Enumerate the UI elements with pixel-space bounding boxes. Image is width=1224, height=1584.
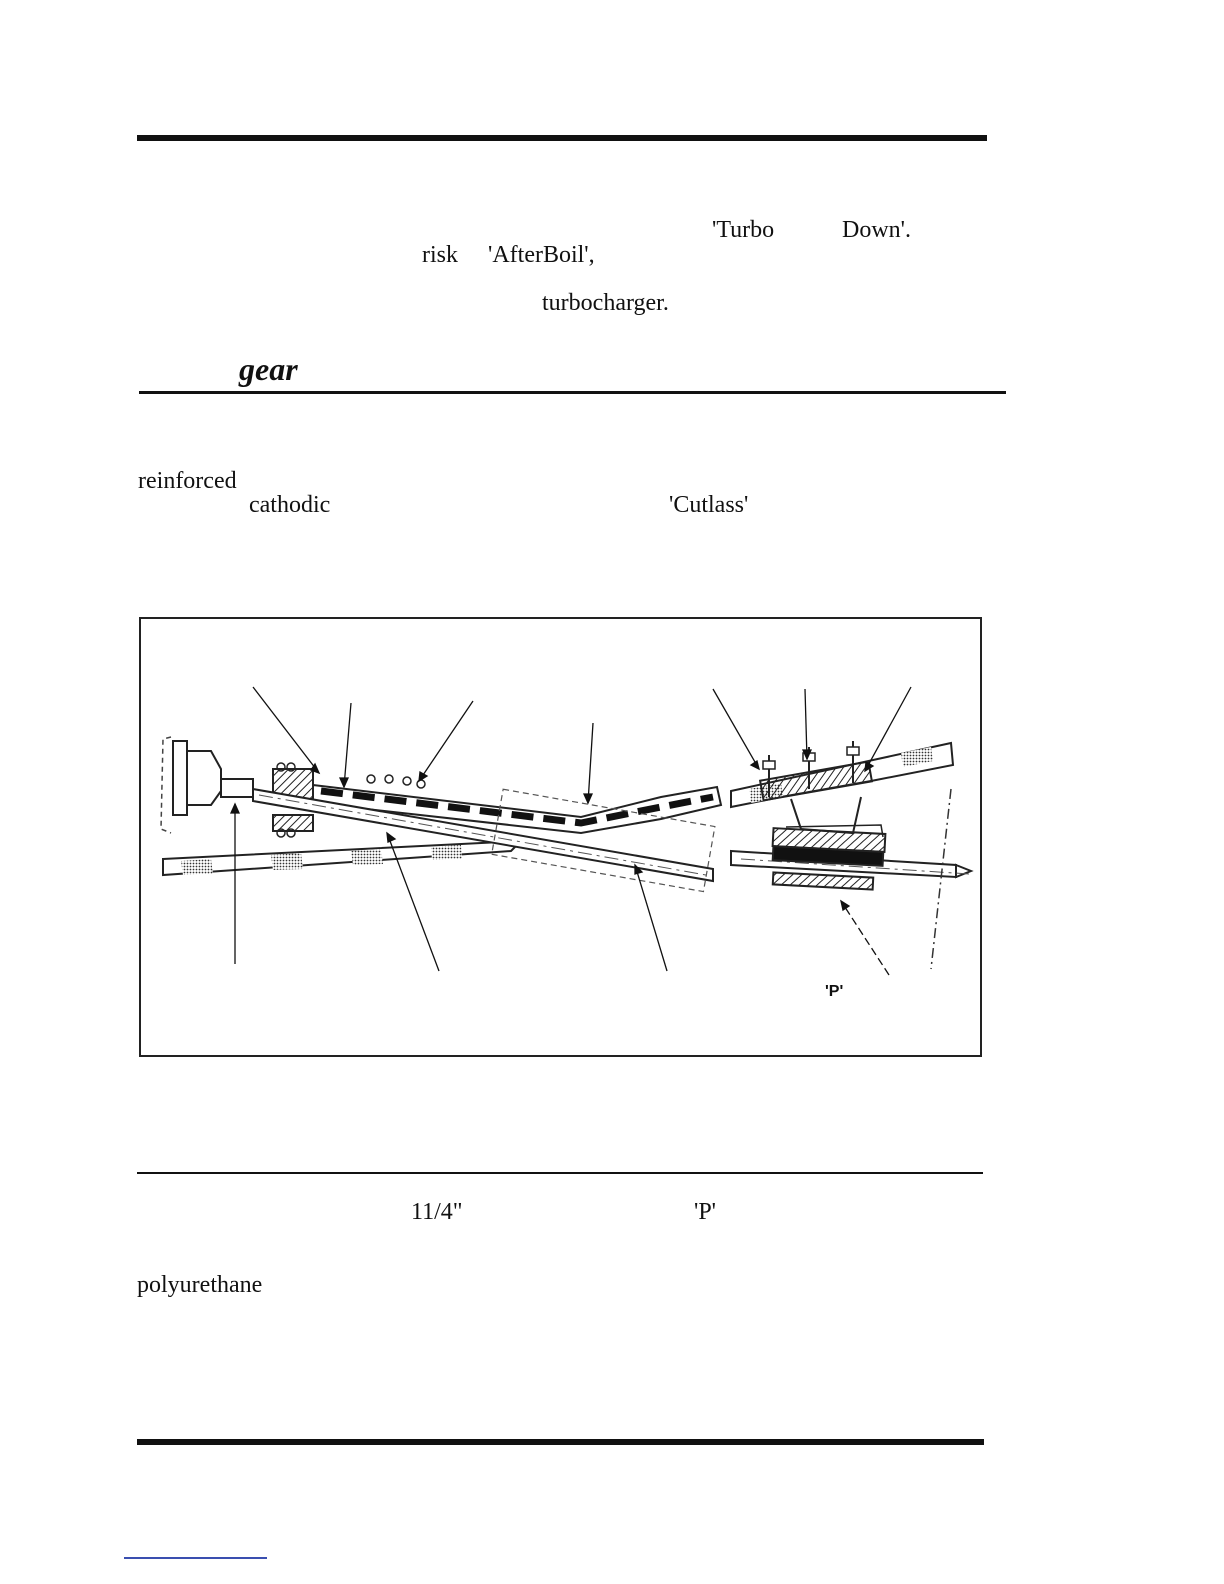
stern-gear-drawing <box>141 619 980 1055</box>
lower-section-rule <box>137 1172 983 1174</box>
figure-label-p: 'P' <box>825 983 844 1000</box>
lower-word-size: 11/4" <box>411 1199 463 1225</box>
lower-word-p: 'P' <box>694 1199 716 1225</box>
lower-word-polyurethane: polyurethane <box>137 1272 263 1298</box>
bottom-rule <box>137 1439 984 1445</box>
hose-clips <box>367 775 425 788</box>
footnote-link-line[interactable] <box>124 1557 267 1559</box>
paragraph-word-reinforced: reinforced <box>138 468 237 494</box>
intro-word-down: Down'. <box>842 217 911 243</box>
propeller-outline <box>931 789 951 969</box>
intro-word-risk: risk <box>422 242 458 268</box>
paragraph-word-cathodic: cathodic <box>249 492 331 518</box>
hull-bottom <box>163 841 521 875</box>
coupling-flange <box>161 737 253 833</box>
stern-gear-figure <box>139 617 982 1057</box>
intro-word-afterboil: 'AfterBoil', <box>488 242 595 268</box>
paragraph-word-cutlass: 'Cutlass' <box>669 492 749 518</box>
intro-word-turbocharger: turbocharger. <box>542 290 669 316</box>
section-heading-rule <box>139 391 1006 394</box>
section-heading-gear: gear <box>239 351 298 387</box>
top-rule <box>137 135 987 141</box>
intro-word-turbo: 'Turbo <box>712 217 775 243</box>
